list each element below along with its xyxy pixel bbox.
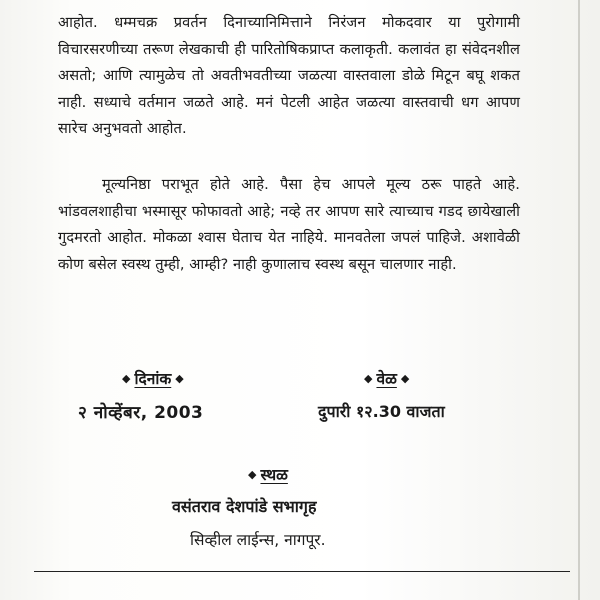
- diamond-icon: ◆: [122, 372, 131, 385]
- paragraph-line: वर्तमान जळते आहे. मनं पेटली आहेत जळत्या वास्तवाची धग आपण: [138, 93, 520, 111]
- venue-address: सिव्हील लाईन्स, नागपूर.: [190, 531, 326, 549]
- paragraph-line: अवतीभवतीच्या जळत्या वास्तवाला डोळे मिटून बघू शकत नाही. सध्याचे: [58, 67, 520, 111]
- paragraph-line: सारे त्याच्याच गडद छायेखाली गुदमरतो आहोत. मोकळा श्वास घेताच: [58, 202, 521, 247]
- diamond-icon: ◆: [175, 372, 184, 385]
- time-label: [360, 367, 413, 389]
- venue-label-text: स्थळ: [260, 466, 288, 484]
- paragraph-line: आहोत. धम्मचक्र प्रवर्तन दिनाच्यानिमित्ताने निरंजन मोकदवार या: [58, 14, 461, 31]
- paragraph-line: पाहते आहे. भांडवलशाहीचा भस्मासूर फोफावतो आहे; नव्हे तर आपण: [58, 176, 521, 220]
- date-value: २ नोव्हेंबर, 2003: [78, 403, 204, 423]
- paragraph-line: पुरोगामी विचारसरणीच्या तरूण लेखकाची ही पारितोषिकप्राप्त: [58, 14, 520, 58]
- page-edge: [578, 0, 580, 600]
- venue-name: वसंतराव देशपांडे सभागृह: [172, 497, 317, 516]
- diamond-icon: ◆: [364, 372, 373, 385]
- paragraph-line: येत नाहिये. मानवतेला जपलं पाहिजे. अशावेळी कोण बसेल स्वस्थ: [58, 229, 520, 273]
- time-label-text: वेळ: [376, 370, 397, 388]
- time-value: दुपारी १२.30 वाजता: [318, 402, 445, 421]
- paragraph-line: सारेच अनुभवतो आहोत.: [58, 120, 187, 138]
- paragraph-intro: [58, 10, 520, 143]
- paragraph-line: तुम्ही, आम्ही? नाही कुणालाच स्वस्थ बसून चालणार नाही.: [155, 255, 457, 273]
- paragraph-line: मूल्यनिष्ठा पराभूत होते आहे. पैसा हेच आपले मूल्य ठरू: [102, 176, 442, 193]
- date-label: [118, 367, 188, 389]
- paragraph-line: कलाकृती. कलावंत हा संवेदनशील असतो; आणि त्यामुळेच तो: [58, 40, 520, 85]
- venue-label: [244, 463, 288, 485]
- date-label-text: दिनांक: [134, 370, 172, 388]
- bottom-divider: [34, 571, 570, 572]
- diamond-icon: ◆: [400, 372, 410, 385]
- diamond-icon: ◆: [248, 468, 257, 481]
- paragraph-values: [58, 172, 520, 278]
